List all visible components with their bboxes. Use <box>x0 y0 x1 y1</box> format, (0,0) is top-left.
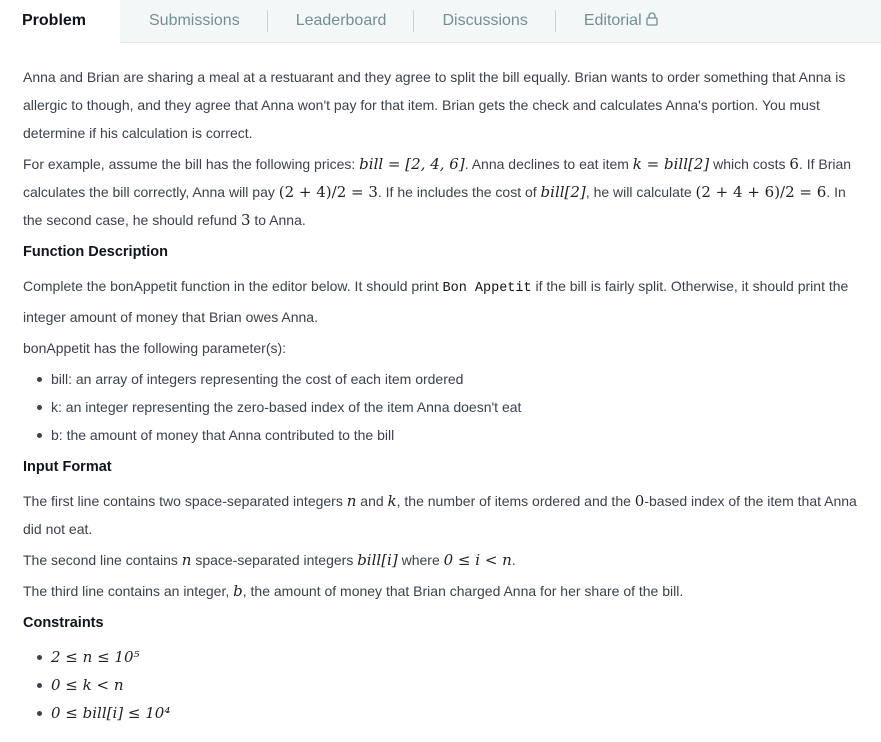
text-segment: if the bill is fairly split. Otherwise, it should print the integer amount of money that Brian owes Anna. <box>23 278 849 325</box>
text-segment: and <box>356 493 388 509</box>
inline-code: Bon Appetit <box>442 281 532 296</box>
text-segment: bonAppetit has the following parameter(s): <box>23 340 287 356</box>
paragraph <box>23 272 859 331</box>
list-item <box>37 393 859 421</box>
math-expression: 3 <box>240 211 251 229</box>
problem-statement <box>0 43 881 727</box>
tab-label: Submissions <box>149 12 240 29</box>
list-item <box>37 671 859 699</box>
paragraph <box>23 334 859 362</box>
math-expression: bill[2] <box>540 183 586 201</box>
tab-discussions[interactable] <box>414 0 555 42</box>
text-segment: space-separated integers <box>191 552 358 568</box>
math-expression: (2 + 4 + 6)/2 = 6 <box>695 183 827 201</box>
text-segment: -based index of the item that Anna did not eat. <box>23 493 857 537</box>
problem-tabs <box>0 0 881 43</box>
paragraph <box>23 487 859 543</box>
text-segment: , the amount of money that Brian charged Anna for her share of the bill. <box>242 583 684 599</box>
section-heading: Constraints <box>23 615 104 631</box>
text-segment: k: an integer representing the zero-based index of the item Anna doesn't eat <box>51 399 522 415</box>
list-item <box>37 643 859 671</box>
math-expression: 0 ≤ bill[i] ≤ 10⁴ <box>51 704 171 722</box>
paragraph <box>23 577 859 605</box>
paragraph <box>23 150 859 234</box>
text-segment: b: the amount of money that Anna contributed to the bill <box>51 427 395 443</box>
list-item <box>37 421 859 449</box>
text-segment: where <box>397 552 444 568</box>
math-expression: k = bill[2] <box>632 155 710 173</box>
text-segment: Anna and Brian are sharing a meal at a restuarant and they agree to split the bill equally. Brian wants to order something that Anna is allergic to though, and they agree that Anna won't pay for that item. Brian gets the check and calculates Anna's portion. You must determine if his calculation is correct. <box>23 69 846 141</box>
text-segment: , he will calculate <box>585 184 696 200</box>
text-segment: The third line contains an integer, <box>23 583 234 599</box>
text-segment: The first line contains two space-separated integers <box>23 493 347 509</box>
math-expression: 0 ≤ i < n <box>443 551 512 569</box>
paragraph <box>23 546 859 574</box>
math-expression: n <box>181 551 192 569</box>
math-expression: 0 ≤ k < n <box>51 676 124 694</box>
tab-label: Discussions <box>442 12 528 29</box>
text-segment: which costs <box>709 156 790 172</box>
text-segment: . In the second case, he should refund <box>23 184 846 228</box>
math-expression: 6 <box>789 155 799 173</box>
tab-label: Leaderboard <box>295 12 387 29</box>
text-segment: to Anna. <box>250 212 306 228</box>
paragraph <box>23 63 859 147</box>
bullet-list <box>23 365 859 449</box>
math-expression: 2 ≤ n ≤ 10⁵ <box>51 648 140 666</box>
math-expression: n <box>346 492 357 510</box>
list-item <box>37 699 859 727</box>
tab-label: Editorial <box>583 12 642 29</box>
text-segment: The second line contains <box>23 552 182 568</box>
lock-icon <box>646 12 658 31</box>
tab-submissions[interactable] <box>120 0 268 42</box>
text-segment: . If Brian calculates the bill correctly, Anna will pay <box>23 156 852 200</box>
math-expression: bill = [2, 4, 6] <box>359 155 465 173</box>
text-segment: For example, assume the bill has the following prices: <box>23 156 360 172</box>
text-segment: bill: an array of integers representing the cost of each item ordered <box>51 371 464 387</box>
section-heading: Input Format <box>23 459 112 475</box>
text-segment: Complete the bonAppetit function in the editor below. It should print <box>23 278 443 294</box>
tab-label: Problem <box>22 12 87 29</box>
text-segment: . Anna declines to eat item <box>464 156 633 172</box>
math-expression: (2 + 4)/2 = 3 <box>278 183 378 201</box>
math-expression: bill[i] <box>357 551 398 569</box>
math-expression: b <box>233 582 243 600</box>
tab-editorial[interactable] <box>556 0 686 42</box>
text-segment: . <box>511 552 516 568</box>
math-expression: k <box>387 492 397 510</box>
text-segment: . If he includes the cost of <box>377 184 541 200</box>
bullet-list <box>23 643 859 727</box>
math-expression: 0 <box>634 492 645 510</box>
tab-problem[interactable] <box>0 0 120 43</box>
tab-leaderboard[interactable] <box>268 0 415 42</box>
section-heading: Function Description <box>23 244 168 260</box>
text-segment: , the number of items ordered and the <box>396 493 635 509</box>
list-item <box>37 365 859 393</box>
